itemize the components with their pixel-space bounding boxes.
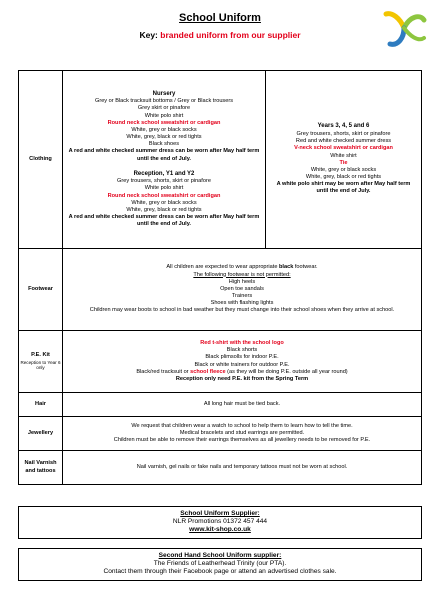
years-line: White, grey or black socks [310, 166, 377, 173]
clothing-label: Clothing [19, 71, 63, 249]
pe-trainers: Black or white trainers for outdoor P.E. [194, 361, 290, 368]
key-text: branded uniform from our supplier [160, 30, 301, 40]
clothing-row [19, 71, 422, 249]
footwear-item: Open toe sandals [220, 285, 264, 292]
footwear-not-permitted: The following footwear is not permitted: [193, 271, 291, 278]
years-polo-note: A white polo shirt may be worn after May half term until the end of July. [276, 181, 411, 195]
hair-row [19, 393, 422, 417]
key-prefix: Key: [139, 30, 158, 40]
second-hand-line: Contact them through their Facebook page or attend an advertised clothes sale. [103, 568, 337, 576]
footwear-boots: Children may wear boots to school in bad weather but they must change into their school shoes when they arrive at school. [89, 307, 395, 314]
pe-label: P.E. Kit [31, 352, 50, 359]
nursery-heading: Nursery [152, 90, 176, 97]
clothing-years-3-6 [266, 71, 422, 249]
footwear-item: Shoes with flashing lights [210, 300, 274, 307]
second-hand-box [18, 548, 422, 581]
nails-label: Nail Varnish and tattoos [19, 451, 63, 485]
pe-shorts: Black shorts [226, 347, 258, 354]
hair-label: Hair [19, 393, 63, 417]
clothing-nursery-reception [63, 71, 266, 249]
reception-dress-note: A red and white checked summer dress can be worn after May half term until the end of July. [68, 214, 260, 228]
reception-line: White polo shirt [144, 185, 184, 192]
footwear-content [63, 249, 422, 331]
jewellery-label: Jewellery [19, 417, 63, 451]
supplier-box [18, 506, 422, 539]
nursery-line: White, grey or black socks [131, 126, 197, 133]
pe-row [19, 331, 422, 393]
pe-tshirt: Red t-shirt with the school logo [200, 340, 284, 347]
pe-reception-note: Reception only need P.E. kit from the Spring Term [175, 375, 309, 382]
jewellery-line: Medical bracelets and stud earrings are permitted. [179, 429, 305, 436]
pe-sublabel: Reception to Year 6 only [20, 359, 61, 371]
nursery-branded: Round neck school sweatshirt or cardigan [107, 119, 221, 126]
pe-tracksuit: Black/red tracksuit or school fleece (as they will be doing P.E. outside all year round) [136, 368, 348, 375]
second-hand-content [19, 549, 422, 581]
nursery-line: Black shoes [148, 141, 180, 148]
footwear-label: Footwear [19, 249, 63, 331]
supplier-url[interactable]: www.kit-shop.co.uk [189, 526, 251, 534]
years-tie: Tie [339, 159, 348, 166]
hair-text: All long hair must be tied back. [63, 393, 422, 417]
footwear-item: Trainers [231, 293, 253, 300]
supplier-heading: School Uniform Supplier: [180, 510, 260, 517]
years-line: Grey trousers, shorts, skirt or pinafore [296, 131, 391, 138]
key-legend [0, 30, 440, 40]
nursery-dress-note: A red and white checked summer dress can be worn after May half term until the end of July. [68, 148, 260, 162]
reception-branded: Round neck school sweatshirt or cardigan [107, 192, 221, 199]
years-branded: V-neck school sweatshirt or cardigan [294, 145, 393, 152]
jewellery-content [63, 417, 422, 451]
reception-line: Grey trousers, shorts, skirt or pinafore [117, 178, 211, 185]
nails-text: Nail varnish, gel nails or fake nails and temporary tattoos must not be worn at school. [63, 451, 422, 485]
jewellery-row [19, 417, 422, 451]
footwear-row [19, 249, 422, 331]
supplier-name: NLR Promotions 01372 457 444 [172, 518, 268, 526]
reception-line: White, grey, black or red tights [126, 206, 202, 213]
nursery-line: Grey or Black tracksuit bottoms / Grey or Black trousers [94, 98, 234, 105]
reception-line: White, grey or black socks [131, 199, 197, 206]
nursery-line: White, grey, black or red tights [126, 134, 202, 141]
jewellery-line: Children must be able to remove their earrings themselves as all jewellery needs to be removed for P.E. [113, 437, 371, 444]
years-heading: Years 3, 4, 5 and 6 [317, 123, 370, 130]
pe-plimsolls: Black plimsolls for indoor P.E. [205, 354, 279, 361]
reception-heading: Reception, Y1 and Y2 [133, 170, 195, 177]
supplier-content [19, 507, 422, 539]
uniform-table [18, 70, 422, 485]
second-hand-line: The Friends of Leatherhead Trinity (our PTA). [153, 560, 287, 568]
years-line: Red and white checked summer dress [295, 138, 392, 145]
footwear-item: High heels [228, 278, 256, 285]
nursery-line: Grey skirt or pinafore [137, 105, 191, 112]
pe-label-cell [19, 331, 63, 393]
second-hand-heading: Second Hand School Uniform supplier: [158, 552, 282, 559]
years-line: White, grey, black or red tights [305, 174, 382, 181]
nursery-line: White polo shirt [144, 112, 184, 119]
page-title: School Uniform [179, 12, 261, 24]
footwear-intro: All children are expected to wear appropriate black footwear. [166, 264, 318, 271]
pe-content [63, 331, 422, 393]
jewellery-line: We request that children wear a watch to school to help them to learn how to tell the time. [131, 422, 353, 429]
nails-row [19, 451, 422, 485]
years-shirt: White shirt [330, 152, 357, 159]
